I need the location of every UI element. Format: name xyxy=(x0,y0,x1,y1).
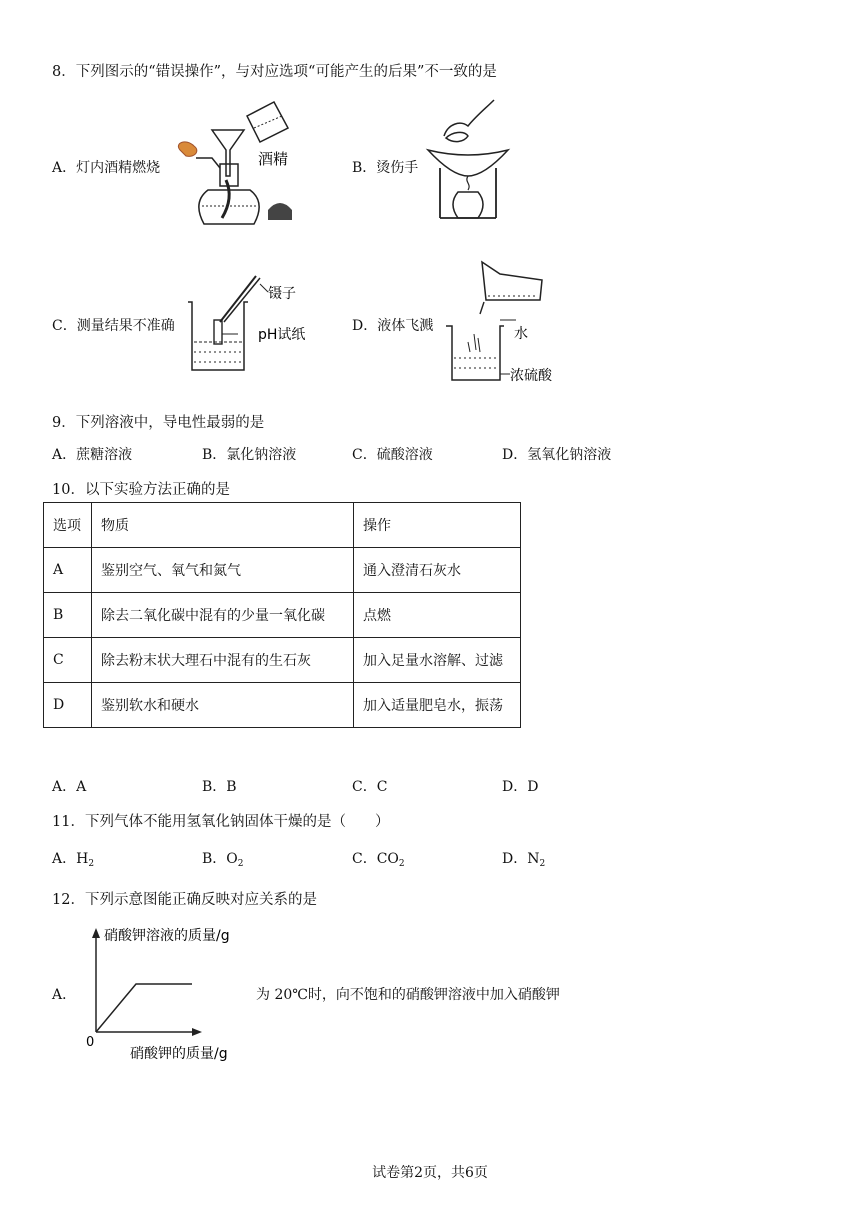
q8-option-b[interactable]: B．烫伤手 xyxy=(352,160,419,176)
table-row: D 鉴别软水和硬水 加入适量肥皂水，振荡 xyxy=(44,683,521,728)
q8-stem: 8．下列图示的“错误操作”，与对应选项“可能产生的后果”不一致的是 xyxy=(52,64,497,80)
q8-option-d[interactable]: D．液体飞溅 xyxy=(352,318,434,334)
graph-y-label: 硝酸钾溶液的质量/g xyxy=(104,928,230,944)
hand-icon xyxy=(444,100,494,136)
page-footer: 试卷第2页，共6页 xyxy=(372,1165,488,1181)
svg-text:浓硫酸: 浓硫酸 xyxy=(510,368,552,384)
q12-option-a-text: 为 20℃时，向不饱和的硝酸钾溶液中加入硝酸钾 xyxy=(256,987,560,1003)
q12-option-a[interactable]: A． xyxy=(52,987,77,1003)
q10-option-d[interactable]: D．D xyxy=(502,779,539,795)
q8-option-a[interactable]: A．灯内酒精燃烧 xyxy=(52,160,161,176)
alcohol-label: 酒精 xyxy=(258,150,289,168)
x-axis-arrow-icon xyxy=(192,1028,202,1036)
q11-stem: 11．下列气体不能用氢氧化钠固体干燥的是（ ） xyxy=(52,814,390,830)
table-row: A 鉴别空气、氧气和氮气 通入澄清石灰水 xyxy=(44,548,521,593)
q10-table xyxy=(43,502,521,728)
q9-option-a[interactable]: A．蔗糖溶液 xyxy=(52,447,133,463)
graph-line xyxy=(96,984,192,1032)
q11-option-d[interactable]: D．$N_2$ xyxy=(502,851,546,869)
q11-option-b[interactable]: B．$O_2$ xyxy=(202,851,244,869)
graph-origin: 0 xyxy=(86,1035,95,1050)
q10-stem: 10．以下实验方法正确的是 xyxy=(52,482,230,498)
q12-stem: 12．下列示意图能正确反映对应关系的是 xyxy=(52,892,317,908)
svg-text:pH试纸: pH试纸 xyxy=(258,327,306,343)
q9-stem: 9．下列溶液中，导电性最弱的是 xyxy=(52,415,265,431)
q8-figure-c-ph-test xyxy=(186,272,316,374)
table-header-row: 选项 物质 操作 xyxy=(44,503,521,548)
q10-option-b[interactable]: B．B xyxy=(202,779,237,795)
table-row: C 除去粉末状大理石中混有的生石灰 加入足量水溶解、过滤 xyxy=(44,638,521,683)
svg-text:镊子: 镊子 xyxy=(268,286,296,302)
q10-option-a[interactable]: A．A xyxy=(52,779,87,795)
q9-option-c[interactable]: C．硫酸溶液 xyxy=(352,447,433,463)
q8-option-c[interactable]: C．测量结果不准确 xyxy=(52,318,175,334)
q11-option-c[interactable]: C．$CO_2$ xyxy=(352,851,405,869)
q9-option-d[interactable]: D．氢氧化钠溶液 xyxy=(502,447,612,463)
q11-option-a[interactable]: A．$H_2$ xyxy=(52,851,95,869)
q8-figure-b-evaporating-dish xyxy=(424,96,514,228)
y-axis-arrow-icon xyxy=(92,928,100,938)
graph-x-label: 硝酸钾的质量/g xyxy=(130,1046,228,1062)
q9-option-b[interactable]: B．氯化钠溶液 xyxy=(202,447,297,463)
q12-graph-a xyxy=(84,922,254,1064)
q8-figure-d-dilution xyxy=(444,256,564,386)
table-row: B 除去二氧化碳中混有的少量一氧化碳 点燃 xyxy=(44,593,521,638)
flame-icon xyxy=(178,142,196,156)
svg-text:水: 水 xyxy=(514,326,528,342)
q10-option-c[interactable]: C．C xyxy=(352,779,388,795)
q8-figure-a-alcohol-lamp xyxy=(172,98,312,230)
